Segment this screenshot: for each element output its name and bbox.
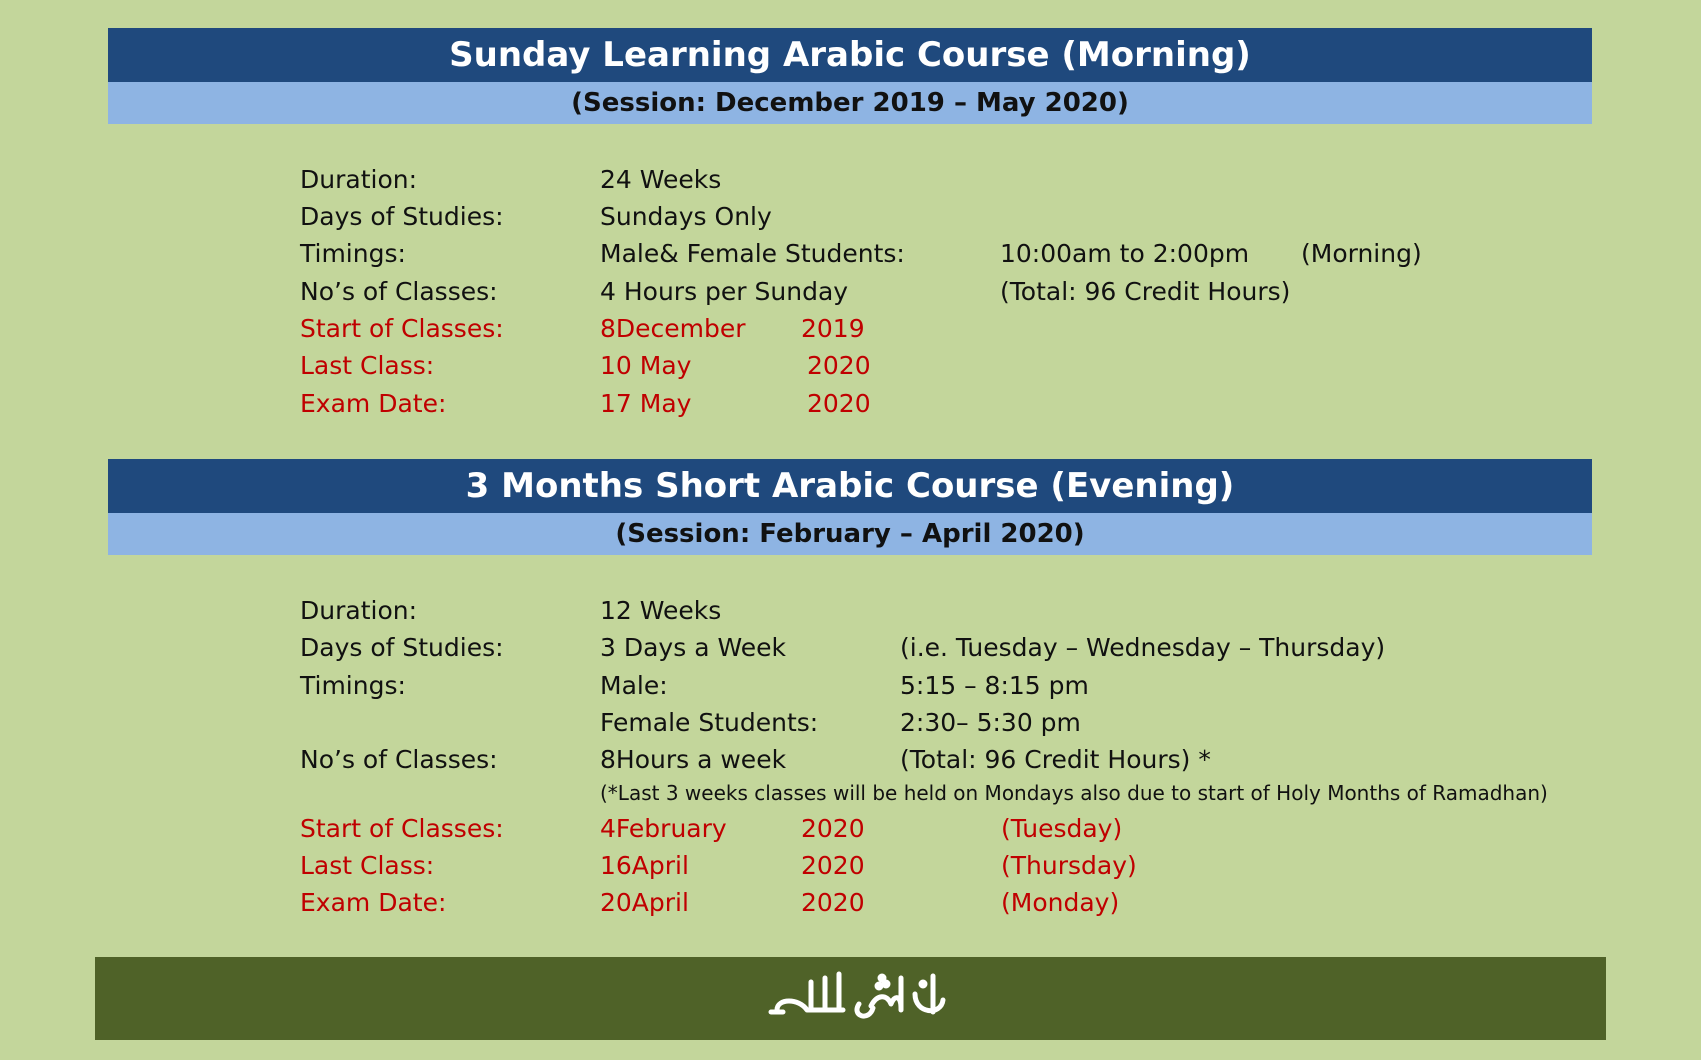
row-year: 2020	[801, 814, 865, 843]
row-period: (Morning)	[1301, 239, 1422, 268]
calligraphy-icon	[751, 964, 951, 1034]
row-date: 20April	[600, 888, 689, 917]
row-label: Duration:	[300, 596, 418, 625]
row-value: 8Hours a week	[600, 745, 787, 774]
row-day: (Tuesday)	[1001, 814, 1123, 843]
course2-session: (Session: February – April 2020)	[108, 513, 1592, 555]
row-value: Female Students:	[600, 708, 819, 737]
row-year: 2020	[807, 389, 871, 418]
row-date: 8December	[600, 314, 746, 343]
row-value: Sundays Only	[600, 202, 772, 231]
row-detail: 5:15 – 8:15 pm	[900, 671, 1089, 700]
row-label: Start of Classes:	[300, 814, 504, 843]
course2-row-last	[0, 847, 1701, 884]
course1-row-last	[0, 347, 1701, 384]
row-label: Duration:	[300, 165, 418, 194]
row-value: Male:	[600, 671, 668, 700]
row-value: 4 Hours per Sunday	[600, 277, 849, 306]
course2-row-exam	[0, 884, 1701, 921]
footer-band	[95, 957, 1606, 1040]
row-label: Last Class:	[300, 851, 435, 880]
course2-row-duration	[0, 592, 1701, 629]
row-day: (Thursday)	[1001, 851, 1137, 880]
row-detail: (Total: 96 Credit Hours) *	[900, 745, 1211, 774]
row-label: Timings:	[300, 239, 406, 268]
row-label: Timings:	[300, 671, 406, 700]
course2-row-timings-female	[0, 704, 1701, 741]
row-date: 4February	[600, 814, 727, 843]
course2-title: 3 Months Short Arabic Course (Evening)	[108, 459, 1592, 513]
course2-row-days	[0, 629, 1701, 666]
row-year: 2020	[807, 351, 871, 380]
row-value: 3 Days a Week	[600, 633, 786, 662]
row-total: (Total: 96 Credit Hours)	[1000, 277, 1291, 306]
row-time: 10:00am to 2:00pm	[1000, 239, 1250, 268]
row-date: 10 May	[600, 351, 692, 380]
row-label: Days of Studies:	[300, 202, 504, 231]
row-day: (Monday)	[1001, 888, 1120, 917]
course1-row-exam	[0, 385, 1701, 422]
course1-row-duration	[0, 161, 1701, 198]
row-detail: 2:30– 5:30 pm	[900, 708, 1081, 737]
row-year: 2020	[801, 888, 865, 917]
row-year: 2019	[801, 314, 865, 343]
course1-title: Sunday Learning Arabic Course (Morning)	[108, 28, 1592, 82]
row-year: 2020	[801, 851, 865, 880]
row-label: Exam Date:	[300, 888, 447, 917]
course1-row-classes	[0, 273, 1701, 310]
row-label: Start of Classes:	[300, 314, 504, 343]
course1-session: (Session: December 2019 – May 2020)	[108, 82, 1592, 124]
row-label: Days of Studies:	[300, 633, 504, 662]
row-label: No’s of Classes:	[300, 745, 498, 774]
course2-row-classes	[0, 741, 1701, 778]
row-label: Last Class:	[300, 351, 435, 380]
row-value: Male& Female Students:	[600, 239, 905, 268]
course2-footnote: (*Last 3 weeks classes will be held on Mondays also due to start of Holy Months of Ramadhan)	[600, 781, 1548, 805]
row-date: 17 May	[600, 389, 692, 418]
row-label: Exam Date:	[300, 389, 447, 418]
course2-row-timings-male	[0, 667, 1701, 704]
course1-row-start	[0, 310, 1701, 347]
row-value: 24 Weeks	[600, 165, 722, 194]
course1-row-timings	[0, 235, 1701, 272]
row-label: No’s of Classes:	[300, 277, 498, 306]
row-value: 12 Weeks	[600, 596, 722, 625]
course2-row-start	[0, 810, 1701, 847]
row-date: 16April	[600, 851, 689, 880]
row-detail: (i.e. Tuesday – Wednesday – Thursday)	[900, 633, 1386, 662]
course1-row-days	[0, 198, 1701, 235]
